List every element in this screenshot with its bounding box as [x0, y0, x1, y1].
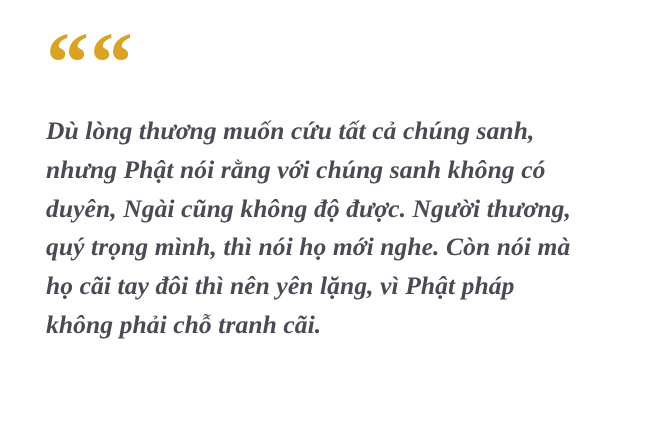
- quote-text: Dù lòng thương muốn cứu tất cả chúng sanh, nhưng Phật nói rằng với chúng sanh không có duyên, Ngài cũng không độ được. Người thương, quý trọng mình, thì nói họ mới nghe. Còn nói mà họ cãi tay đôi thì nên yên lặng, vì Phật pháp không phải chỗ tranh cãi.: [46, 116, 571, 339]
- quotation-mark-icon: ““: [46, 14, 134, 110]
